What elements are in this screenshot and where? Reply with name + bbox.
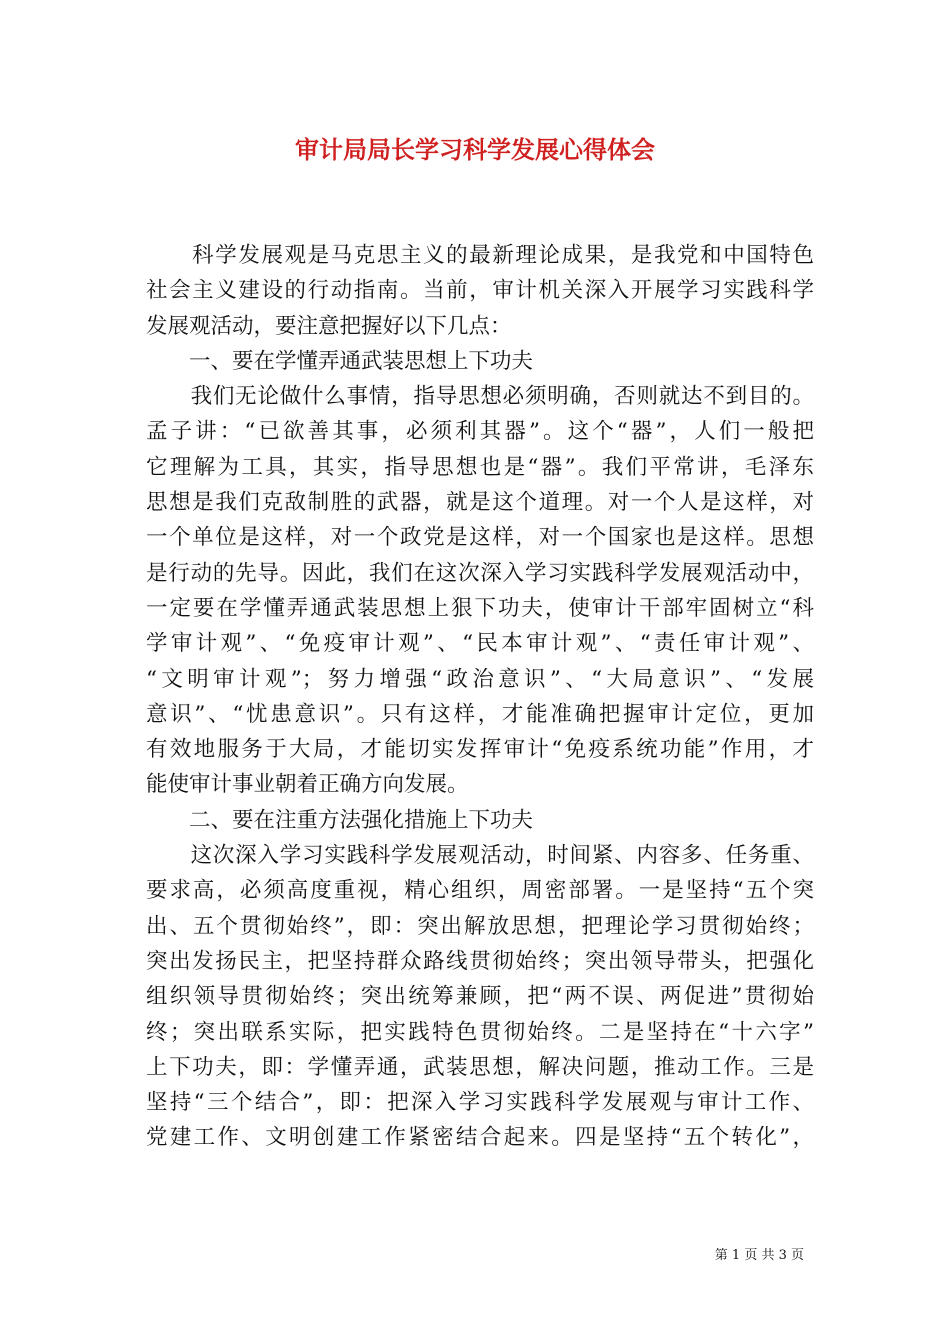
body-text-line: 思想是我们克敌制胜的武器，就是这个道理。对一个人是这样，对 <box>146 490 814 516</box>
body-text-line: 一定要在学懂弄通武装思想上狠下功夫，使审计干部牢固树立“科 <box>146 595 814 621</box>
body-text-line: 科学发展观是马克思主义的最新理论成果，是我党和中国特色 <box>146 243 814 268</box>
page-footer: 第 1 页 共 3 页 <box>714 1248 804 1263</box>
body-text-line: 二、要在注重方法强化措施上下功夫 <box>146 807 534 833</box>
body-text-line: 坚持“三个结合”，即：把深入学习实践科学发展观与审计工作、 <box>146 1090 814 1116</box>
body-text-line: 它理解为工具，其实，指导思想也是“器”。我们平常讲，毛泽东 <box>146 454 814 480</box>
body-text-line: 出、五个贯彻始终”，即：突出解放思想，把理论学习贯彻始终； <box>146 913 814 939</box>
body-text-line: 学审计观”、“免疫审计观”、“民本审计观”、“责任审计观”、 <box>146 631 814 657</box>
document-body <box>146 238 814 1156</box>
body-text-line: 发展观活动，要注意把握好以下几点： <box>146 313 512 339</box>
body-text-line: 党建工作、文明创建工作紧密结合起来。四是坚持“五个转化”， <box>146 1125 814 1151</box>
body-text-line: 这次深入学习实践科学发展观活动，时间紧、内容多、任务重、 <box>146 843 814 869</box>
body-text-line: 上下功夫，即：学懂弄通，武装思想，解决问题，推动工作。三是 <box>146 1054 814 1080</box>
body-text-line: 社会主义建设的行动指南。当前，审计机关深入开展学习实践科学 <box>146 278 814 304</box>
body-text-line: 孟子讲：“已欲善其事，必须利其器”。这个“器”，人们一般把 <box>146 419 814 445</box>
body-text-line: 组织领导贯彻始终；突出统筹兼顾，把“两不误、两促进”贯彻始 <box>146 984 814 1010</box>
body-text-line: “文明审计观”；努力增强“政治意识”、“大局意识”、“发展 <box>146 666 814 692</box>
body-text-line: 一、要在学懂弄通武装思想上下功夫 <box>146 348 534 374</box>
document-title: 审计局局长学习科学发展心得体会 <box>295 135 655 164</box>
body-text-line: 突出发扬民主，把坚持群众路线贯彻始终；突出领导带头，把强化 <box>146 948 814 974</box>
body-text-line: 我们无论做什么事情，指导思想必须明确，否则就达不到目的。 <box>146 384 814 410</box>
body-text-line: 要求高，必须高度重视，精心组织，周密部署。一是坚持“五个突 <box>146 878 814 904</box>
body-text-line: 意识”、“忧患意识”。只有这样，才能准确把握审计定位，更加 <box>146 701 814 727</box>
body-text-line: 有效地服务于大局，才能切实发挥审计“免疫系统功能”作用，才 <box>146 737 814 763</box>
body-text-line: 是行动的先导。因此，我们在这次深入学习实践科学发展观活动中， <box>146 560 814 586</box>
body-text-line: 终；突出联系实际，把实践特色贯彻始终。二是坚持在“十六字” <box>146 1019 814 1045</box>
body-text-line: 能使审计事业朝着正确方向发展。 <box>146 772 469 798</box>
body-text-line: 一个单位是这样，对一个政党是这样，对一个国家也是这样。思想 <box>146 525 814 551</box>
